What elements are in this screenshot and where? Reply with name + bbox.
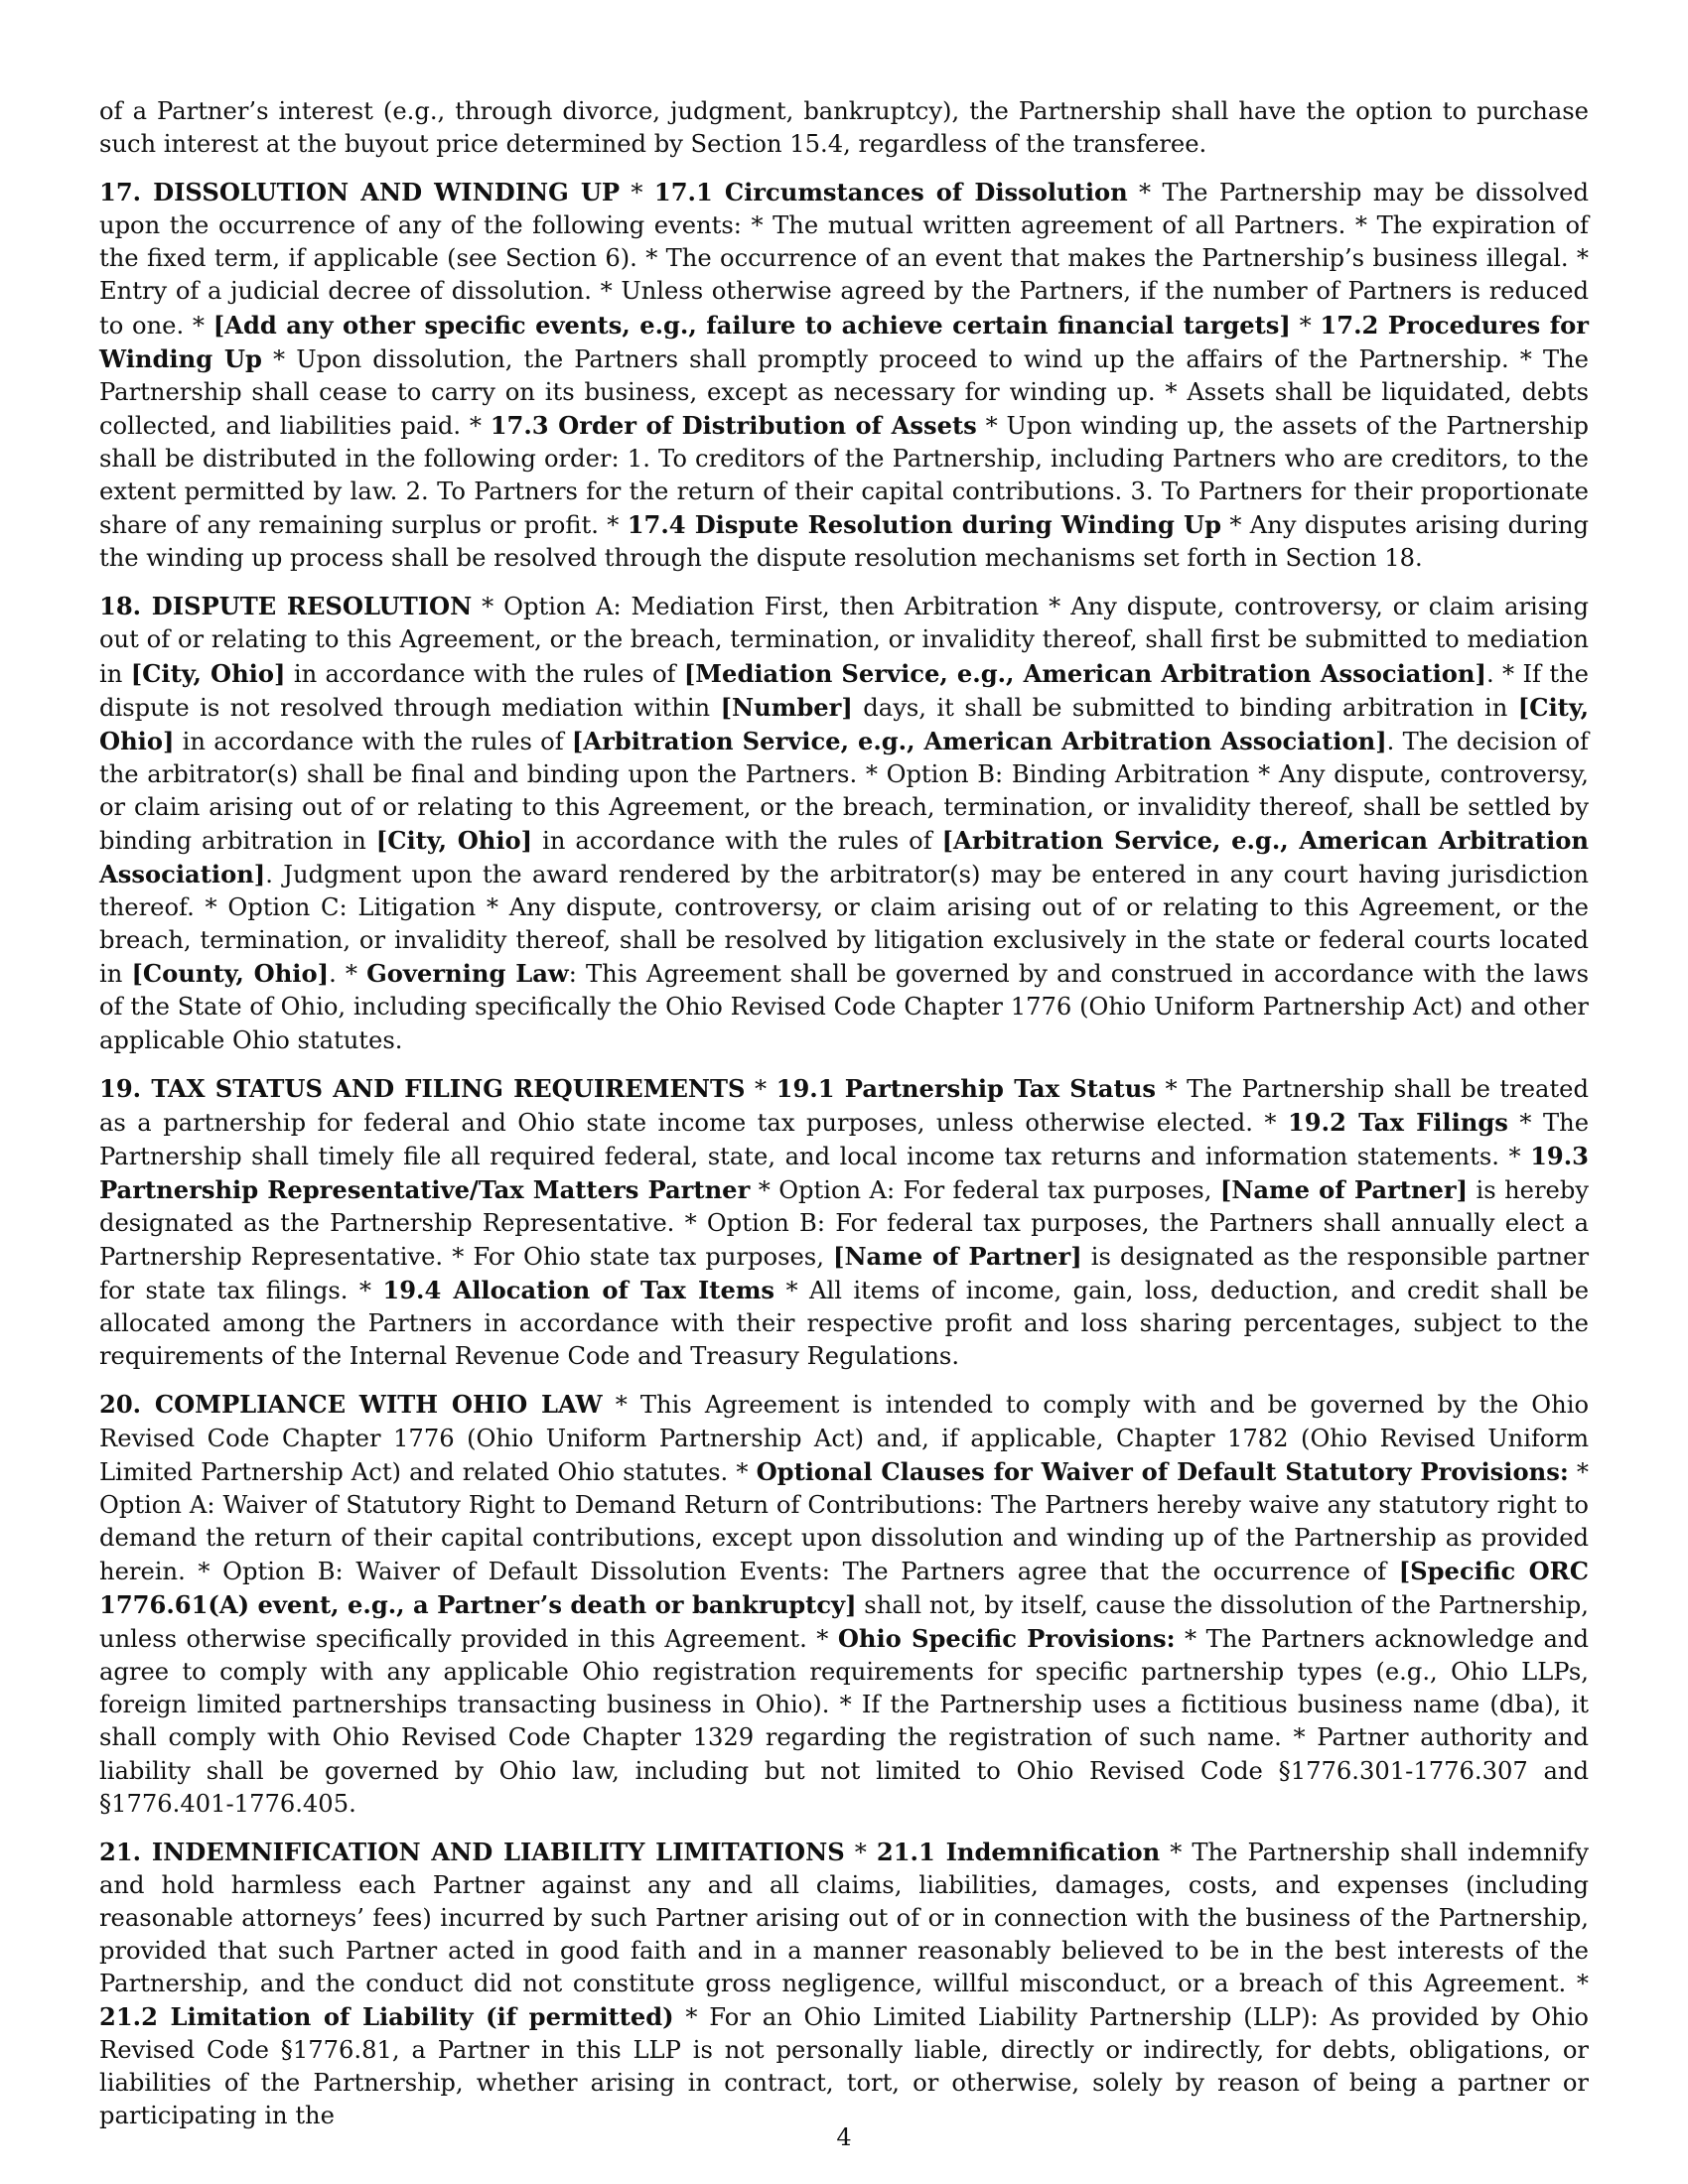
text-run: in accordance with the rules of — [174, 727, 572, 755]
text-run: * — [620, 179, 654, 207]
text-run: in accordance with the rules of — [285, 659, 684, 688]
section-18-dispute-resolution — [99, 590, 1589, 1056]
text-run: * Upon dissolution, the Partners shall promptly proceed to wind up the affairs of the Partnership. * The Partnership shall cease to carry on its business, except as necessary for winding up. * Assets shall be liquidated, debts collected, and liabilities paid. * — [99, 344, 1589, 440]
bold-run: 20. COMPLIANCE WITH OHIO LAW — [99, 1390, 603, 1420]
bold-run: [Name of Partner] — [833, 1242, 1082, 1272]
text-run: of a Partner’s interest (e.g., through divorce, judgment, bankruptcy), the Partnership shall have the option to purchase such interest at the buyout price determined by Section 15.4, regardless of the transferee. — [99, 97, 1589, 159]
bold-run: Optional Clauses for Waiver of Default Statutory Provisions: — [756, 1456, 1569, 1486]
text-run: in accordance with the rules of — [532, 826, 942, 855]
text-run: * The Partnership shall be treated as a partnership for federal and Ohio state income tax purposes, unless otherwise elected. * — [99, 1074, 1589, 1137]
continuation-paragraph — [99, 95, 1589, 161]
text-run: * Option A: Waiver of Statutory Right to Demand Return of Contributions: The Partners hereby waive any statutory right to demand the return of their capital contributions, except upon dissolution and winding up of the Partnership as provided herein. * Option B: Waiver of Default Dissolution Events: The Partners agree that the occurrence of — [99, 1457, 1589, 1585]
text-run: . * — [329, 960, 367, 989]
section-21-indemnification — [99, 1836, 1589, 2133]
bold-run: 19.2 Tax Filings — [1287, 1107, 1508, 1137]
bold-run: 17.2 Procedures for Winding Up — [99, 310, 1589, 373]
bold-run: 17.1 Circumstances of Dissolution — [653, 178, 1128, 207]
bold-run: [Mediation Service, e.g., American Arbitration Association] — [683, 658, 1486, 688]
text-run: days, it shall be submitted to binding arbitration in — [852, 693, 1518, 722]
bold-run: [County, Ohio] — [131, 959, 330, 989]
text-run: * Option A: For federal tax purposes, — [750, 1175, 1220, 1204]
document-body — [99, 95, 1589, 2148]
bold-run: [Arbitration Service, e.g., American Arbitration Association] — [99, 825, 1589, 889]
text-run: * Any disputes arising during the winding up process shall be resolved through the dispute resolution mechanisms set forth in Section 18. — [99, 511, 1589, 573]
bold-run: 19.4 Allocation of Tax Items — [382, 1276, 775, 1305]
bold-run: [City, Ohio] — [99, 692, 1589, 755]
bold-run: 19.3 Partnership Representative/Tax Matters Partner — [99, 1141, 1589, 1204]
section-19-tax-status — [99, 1072, 1589, 1374]
bold-run: 17.3 Order of Distribution of Assets — [490, 410, 977, 440]
bold-run: [Specific ORC 1776.61(A) event, e.g., a Partner’s death or bankruptcy] — [99, 1556, 1589, 1620]
bold-run: [City, Ohio] — [130, 658, 286, 688]
text-run: shall not, by itself, cause the dissolution of the Partnership, unless otherwise specifically provided in this Agreement. * — [99, 1591, 1589, 1654]
text-run: . The decision of the arbitrator(s) shall be final and binding upon the Partners. * Option B: Binding Arbitration * Any dispute, controversy, or claim arising out of or relating to this Agreement, or the breach, termination, or invalidity thereof, shall be settled by binding arbitration in — [99, 727, 1589, 855]
text-run: is hereby designated as the Partnership Representative. * Option B: For federal tax purposes, the Partners shall annually elect a Partnership Representative. * For Ohio state tax purposes, — [99, 1175, 1589, 1272]
text-run: * — [844, 1838, 877, 1866]
text-run: * The Partnership may be dissolved upon the occurrence of any of the following events: * The mutual written agreement of all Partners. * The expiration of the fixed term, if applicable (see Section 6). * The occurrence of an event that makes the Partnership’s business illegal. * Entry of a judicial decree of dissolution. * Unless otherwise agreed by the Partners, if the number of Partners is reduced to one. * — [99, 179, 1589, 340]
text-run: . * If the dispute is not resolved through mediation within — [99, 659, 1589, 722]
bold-run: 18. DISPUTE RESOLUTION — [99, 592, 473, 621]
bold-run: 19.1 Partnership Tax Status — [775, 1073, 1156, 1103]
text-run: * Upon winding up, the assets of the Partnership shall be distributed in the following order: 1. To creditors of the Partnership, including Partners who are creditors, to the extent permitted by law. 2. To Partners for the return of their capital contributions. 3. To Partners for their proportionate share of any remaining surplus or profit. * — [99, 411, 1589, 540]
bold-run: [Arbitration Service, e.g., American Arbitration Association] — [571, 726, 1387, 755]
text-run: * The Partnership shall timely file all required federal, state, and local income tax returns and information statements. * — [99, 1108, 1590, 1170]
bold-run: 19. TAX STATUS AND FILING REQUIREMENTS — [99, 1073, 746, 1103]
text-run: * Option A: Mediation First, then Arbitration * Any dispute, controversy, or claim arising out of or relating to this Agreement, or the breach, termination, or invalidity thereof, shall first be submitted to mediation in — [99, 593, 1589, 688]
text-run: * — [745, 1074, 776, 1103]
bold-run: [Number] — [720, 692, 853, 722]
bold-run: 21. INDEMNIFICATION AND LIABILITY LIMITATIONS — [99, 1837, 845, 1866]
text-run: : This Agreement shall be governed by and construed in accordance with the laws of the State of Ohio, including specifically the Ohio Revised Code Chapter 1776 (Ohio Uniform Partnership Act) and other applicable Ohio statutes. — [99, 960, 1589, 1054]
bold-run: Governing Law — [366, 959, 569, 989]
bold-run: Ohio Specific Provisions: — [837, 1624, 1176, 1654]
section-17-dissolution — [99, 176, 1589, 575]
text-run: * All items of income, gain, loss, deduction, and credit shall be allocated among the Partners in accordance with their respective profit and loss sharing percentages, subject to the requirements of the Internal Revenue Code and Treasury Regulations. — [99, 1277, 1590, 1371]
bold-run: 21.2 Limitation of Liability (if permitted) — [99, 2002, 674, 2032]
text-run: * The Partners acknowledge and agree to comply with any applicable Ohio registration requirements for specific partnership types (e.g., Ohio LLPs, foreign limited partnerships transacting business in Ohio). * If the Partnership uses a fictitious business name (dba), it shall comply with Ohio Revised Code Chapter 1329 regarding the registration of such name. * Partner authority and liability shall be governed by Ohio law, including but not limited to Ohio Revised Code §1776.301-1776.307 and §1776.401-1776.405. — [99, 1625, 1589, 1818]
bold-run: [Add any other specific events, e.g., failure to achieve certain financial targets] — [212, 310, 1291, 340]
text-run: is designated as the responsible partner for state tax filings. * — [99, 1243, 1590, 1305]
bold-run: 17. DISSOLUTION AND WINDING UP — [99, 178, 621, 207]
text-run: * This Agreement is intended to comply with and be governed by the Ohio Revised Code Chapter 1776 (Ohio Uniform Partnership Act) and, if applicable, Chapter 1782 (Ohio Revised Uniform Limited Partnership Act) and related Ohio statutes. * — [99, 1391, 1590, 1486]
section-20-compliance — [99, 1388, 1589, 1820]
text-run: * For an Ohio Limited Liability Partnership (LLP): As provided by Ohio Revised Code §1776.81, a Partner in this LLP is not personally liable, directly or indirectly, for debts, obligations, or liabilities of the Partnership, whether arising in contract, tort, or otherwise, solely by reason of being a partner or participating in the — [99, 2003, 1589, 2130]
bold-run: [Name of Partner] — [1219, 1174, 1469, 1204]
text-run: * The Partnership shall indemnify and hold harmless each Partner against any and all claims, liabilities, damages, costs, and expenses (including reasonable attorneys’ fees) incurred by such Partner arising out of or in connection with the business of the Partnership, provided that such Partner acted in good faith and in a manner reasonably believed to be in the best interests of the Partnership, and the conduct did not constitute gross negligence, willful misconduct, or a breach of this Agreement. * — [99, 1838, 1589, 1998]
page-number: 4 — [836, 2123, 852, 2151]
text-run: * — [1290, 311, 1321, 340]
bold-run: 17.4 Dispute Resolution during Winding Up — [627, 510, 1221, 540]
bold-run: 21.1 Indemnification — [876, 1837, 1161, 1866]
bold-run: [City, Ohio] — [375, 825, 533, 855]
text-run: . Judgment upon the award rendered by the arbitrator(s) may be entered in any court having jurisdiction thereof. * Option C: Litigation * Any dispute, controversy, or claim arising out of or relating to this Agreement, or the breach, termination, or invalidity thereof, shall be resolved by litigation exclusively in the state or federal courts located in — [99, 861, 1589, 989]
